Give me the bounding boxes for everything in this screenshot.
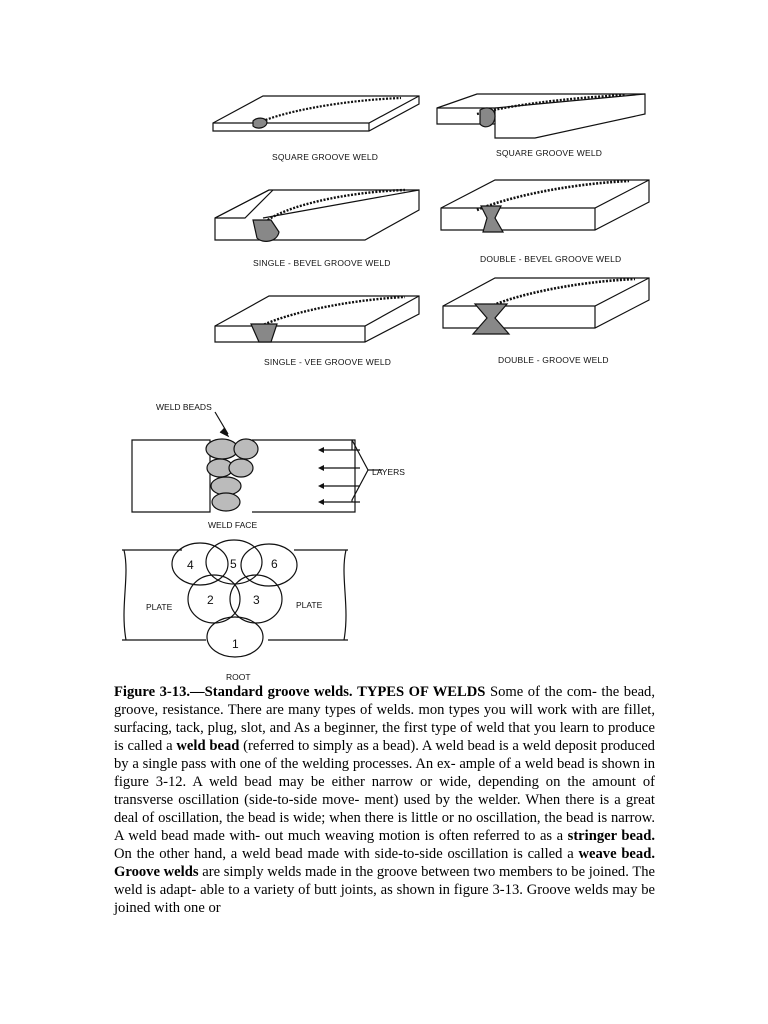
double-groove-weld-drawing — [443, 278, 649, 334]
double-bevel-groove-weld-drawing — [441, 180, 649, 232]
pass-number-4: 4 — [187, 558, 194, 572]
pass-number-2: 2 — [207, 593, 214, 607]
left-plate-label: PLATE — [146, 602, 173, 612]
right-plate-label: PLATE — [296, 600, 323, 610]
caption-double-bevel: DOUBLE - BEVEL GROOVE WELD — [480, 254, 622, 264]
paragraph-part-4: are simply welds made in the groove between two members to be joined. The weld is adapt- able to a variety of butt joints, as shown in figure 3-13. Groove welds may be joined with one or — [114, 864, 656, 916]
figure-label: Figure 3-13.—Standard groove welds. — [114, 684, 353, 700]
weld-beads-layers-figure — [120, 398, 420, 528]
square-groove-weld-left-drawing — [213, 96, 419, 131]
weld-beads-label: WELD BEADS — [156, 402, 212, 412]
term-stringer-bead: stringer bead. — [567, 828, 655, 844]
pass-number-5: 5 — [230, 557, 237, 571]
pass-number-3: 3 — [253, 593, 260, 607]
term-weld-bead: weld bead — [176, 738, 240, 754]
root-label: ROOT — [226, 672, 251, 682]
caption-single-bevel: SINGLE - BEVEL GROOVE WELD — [253, 258, 391, 268]
paragraph-part-2: (referred to simply as a bead). A weld bead is a weld deposit produced by a single pass with one of the welding processes. An ex- ample of a weld bead is shown in figure 3-12. A weld bead may be either narrow or wide, depending on the amount of transverse oscillation (side-to-side move- ment) used by the welder. When there is a great deal of oscillation, the bead is wide; when there is little or no oscillation, the bead is narrow. A weld bead made with- out much weaving motion is often referred to as a — [114, 738, 655, 844]
caption-square-groove-right: SQUARE GROOVE WELD — [496, 148, 603, 158]
caption-square-groove-left: SQUARE GROOVE WELD — [272, 152, 379, 162]
weld-face-label: WELD FACE — [208, 520, 258, 530]
paragraph-part-3: On the other hand, a weld bead made with side-to-side oscillation is called a — [114, 846, 574, 862]
term-weave-bead: weave bead. — [578, 846, 655, 862]
groove-welds-figure — [205, 88, 665, 378]
caption-double-groove: DOUBLE - GROOVE WELD — [498, 355, 609, 365]
paragraph-part-1: Some of the com- the bead, groove, resistance. There are many types of welds. mon types you will work with are fillet, surfacing, tack, plug, slot, and As a beginner, the first type of weld that you learn to produce is called a — [114, 684, 655, 754]
single-vee-groove-weld-drawing — [215, 296, 419, 342]
single-bevel-groove-weld-drawing — [215, 190, 419, 241]
section-heading: TYPES OF WELDS — [357, 684, 486, 700]
pass-number-1: 1 — [232, 637, 239, 651]
layers-label: LAYERS — [372, 467, 405, 477]
weld-bead-stack — [206, 439, 258, 511]
pass-number-6: 6 — [271, 557, 278, 571]
body-text — [114, 683, 655, 917]
term-groove-welds: Groove welds — [114, 864, 199, 880]
caption-single-vee: SINGLE - VEE GROOVE WELD — [264, 357, 392, 367]
square-groove-weld-right-drawing — [437, 94, 645, 138]
